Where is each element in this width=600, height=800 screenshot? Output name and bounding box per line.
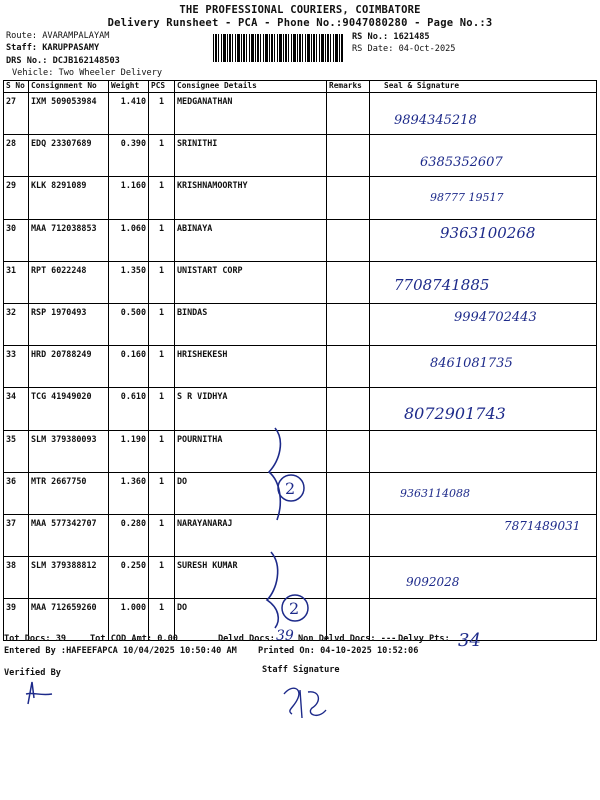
row-signature [370,557,597,599]
row-remarks [327,93,370,135]
row-sno: 34 [4,388,29,430]
row-sno: 27 [4,93,29,135]
row-remarks [327,261,370,303]
row-remarks [327,135,370,177]
rs-number: RS No.: 1621485 [352,32,430,42]
row-weight: 1.410 [109,93,149,135]
row-consignee: KRISHNAMOORTHY [175,177,327,219]
row-consignee: ABINAYA [175,219,327,261]
row-pcs: 1 [149,514,175,556]
handwritten-delivery-points: 34 [458,630,481,651]
handwritten-signature: 9994702443 [454,309,537,325]
row-signature [370,472,597,514]
verifier-signature [18,678,58,708]
row-remarks [327,388,370,430]
row-consignment: KLK 8291089 [29,177,109,219]
row-sno: 38 [4,557,29,599]
handwritten-delivered-count: 39 [276,628,294,644]
delivered-docs-label: Delvd Docs: [218,634,275,644]
row-consignee: S R VIDHYA [175,388,327,430]
table-row [4,93,597,135]
row-sno: 36 [4,472,29,514]
rs-date: RS Date: 04-Oct-2025 [352,44,456,54]
col-weight: Weight [109,81,149,93]
row-consignment: SLM 379388812 [29,557,109,599]
row-signature [370,303,597,345]
table-row [4,135,597,177]
svg-text:2: 2 [289,599,300,618]
handwritten-signature: 9363114088 [400,486,470,500]
table-row [4,346,597,388]
row-consignment: RPT 6022248 [29,261,109,303]
svg-text:2: 2 [285,479,296,498]
handwritten-signature: 9894345218 [394,113,477,128]
row-pcs: 1 [149,388,175,430]
col-sno: S No [4,81,29,93]
row-remarks [327,303,370,345]
row-consignment: IXM 509053984 [29,93,109,135]
row-signature [370,388,597,430]
printed-on: Printed On: 04-10-2025 10:52:06 [258,646,419,656]
handwritten-signature: 8072901743 [404,404,506,424]
company-title: THE PROFESSIONAL COURIERS, COIMBATORE [179,4,421,16]
row-signature [370,346,597,388]
row-sno: 32 [4,303,29,345]
col-consignee: Consignee Details [175,81,327,93]
row-weight: 0.160 [109,346,149,388]
non-delivered-docs: Non Delvd Docs: --- [298,634,397,644]
row-weight: 1.160 [109,177,149,219]
verified-by-label: Verified By [4,668,61,678]
row-sno: 39 [4,599,29,641]
row-consignment: SLM 379380093 [29,430,109,472]
staff-label: Staff: KARUPPASAMY [6,43,100,53]
row-consignment: EDQ 23307689 [29,135,109,177]
row-signature [370,514,597,556]
handwritten-signature: 7871489031 [504,518,581,533]
drs-number: DRS No.: DCJB162148503 [6,56,120,66]
row-consignee: NARAYANARAJ [175,514,327,556]
col-remarks: Remarks [327,81,370,93]
row-consignment: TCG 41949020 [29,388,109,430]
handwritten-signature: 98777 19517 [430,191,504,205]
vehicle-label: Vehicle: Two Wheeler Delivery [12,68,163,78]
staff-signature-mark [278,680,338,724]
row-weight: 1.060 [109,219,149,261]
row-weight: 0.390 [109,135,149,177]
runsheet-subtitle: Delivery Runsheet - PCA - Phone No.:9047080280 - Page No.:3 [107,17,493,29]
row-consignee: DO [175,472,327,514]
row-consignee: HRISHEKESH [175,346,327,388]
row-weight: 0.610 [109,388,149,430]
total-cod-amount: Tot COD Amt: 0.00 [90,634,178,644]
delivery-points-label: Delvy Pts: [398,634,450,644]
entered-by: Entered By :HAFEEFAPCA 10/04/2025 10:50:40 AM [4,646,237,656]
row-sno: 30 [4,219,29,261]
row-consignee: MEDGANATHAN [175,93,327,135]
row-signature [370,177,597,219]
row-remarks [327,219,370,261]
row-consignment: MTR 2667750 [29,472,109,514]
total-docs: Tot Docs: 39 [4,634,67,644]
row-signature [370,135,597,177]
row-pcs: 1 [149,219,175,261]
row-signature [370,219,597,261]
row-pcs: 1 [149,599,175,641]
row-pcs: 1 [149,472,175,514]
row-signature [370,430,597,472]
table-row [4,261,597,303]
row-weight: 1.350 [109,261,149,303]
col-signature: Seal & Signature [370,81,597,93]
row-consignment: MAA 712659260 [29,599,109,641]
handwritten-signature: 9363100268 [440,223,536,242]
row-weight: 1.360 [109,472,149,514]
row-consignment: RSP 1970493 [29,303,109,345]
col-pcs: PCS [149,81,175,93]
row-signature [370,93,597,135]
table-row [4,303,597,345]
col-consignment: Consignment No [29,81,109,93]
row-pcs: 1 [149,135,175,177]
row-sno: 28 [4,135,29,177]
row-sno: 31 [4,261,29,303]
row-consignee: SURESH KUMAR [175,557,327,599]
row-pcs: 1 [149,261,175,303]
route-label: Route: AVARAMPALAYAM [6,31,110,41]
row-weight: 0.500 [109,303,149,345]
row-consignment: HRD 20788249 [29,346,109,388]
row-remarks [327,514,370,556]
ditto-bracket-marks [255,420,315,630]
row-pcs: 1 [149,430,175,472]
row-weight: 1.190 [109,430,149,472]
table-header-row [4,81,597,93]
row-pcs: 1 [149,93,175,135]
staff-signature-label: Staff Signature [262,665,340,675]
row-signature [370,261,597,303]
row-remarks [327,472,370,514]
row-sno: 29 [4,177,29,219]
row-remarks [327,430,370,472]
row-pcs: 1 [149,557,175,599]
row-consignment: MAA 577342707 [29,514,109,556]
row-consignee: BINDAS [175,303,327,345]
row-pcs: 1 [149,177,175,219]
row-weight: 1.000 [109,599,149,641]
handwritten-signature: 6385352607 [420,155,503,171]
row-remarks [327,346,370,388]
table-row [4,219,597,261]
table-row [4,177,597,219]
handwritten-signature: 8461081735 [430,356,513,372]
row-sno: 35 [4,430,29,472]
row-remarks [327,177,370,219]
row-consignee: DO [175,599,327,641]
row-pcs: 1 [149,346,175,388]
row-consignee: SRINITHI [175,135,327,177]
row-pcs: 1 [149,303,175,345]
row-weight: 0.280 [109,514,149,556]
row-weight: 0.250 [109,557,149,599]
row-sno: 33 [4,346,29,388]
row-consignee: UNISTART CORP [175,261,327,303]
row-remarks [327,557,370,599]
handwritten-signature: 9092028 [406,575,460,590]
row-consignment: MAA 712038853 [29,219,109,261]
row-sno: 37 [4,514,29,556]
barcode-image [213,34,343,62]
row-consignee: POURNITHA [175,430,327,472]
handwritten-signature: 7708741885 [394,275,490,294]
